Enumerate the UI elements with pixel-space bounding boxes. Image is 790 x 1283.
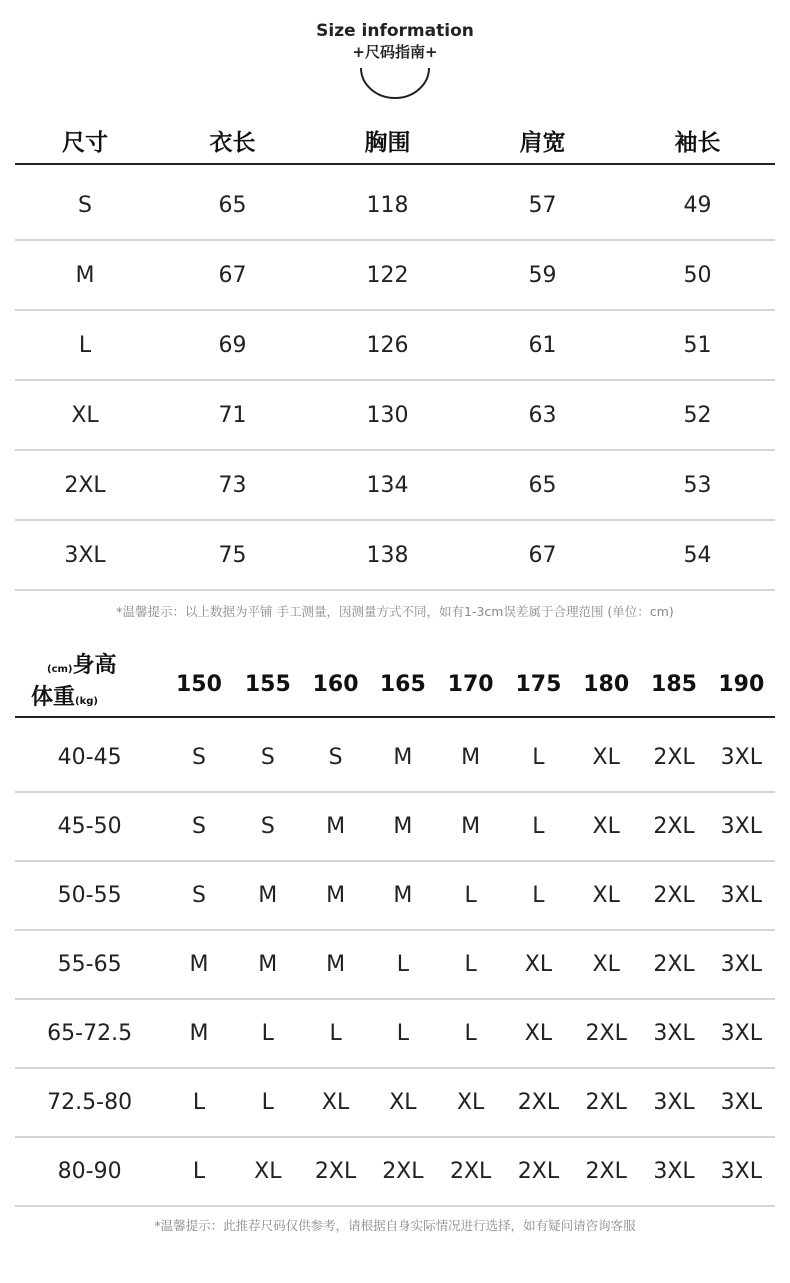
measurement-cell: 126 <box>310 310 465 380</box>
recommended-size-cell: XL <box>369 1068 436 1137</box>
measurement-cell: 57 <box>465 171 620 240</box>
size-chart-row <box>15 520 775 590</box>
size-chart-row <box>15 240 775 310</box>
arc-decoration-icon <box>355 62 435 102</box>
recommend-chart-note: *温馨提示：此推荐尺码仅供参考，请根据自身实际情况进行选择，如有疑问请咨询客服 <box>154 1218 636 1233</box>
measurement-cell: 59 <box>465 240 620 310</box>
size-label-cell: XL <box>15 380 155 450</box>
measurement-cell: 138 <box>310 520 465 590</box>
size-chart-row <box>15 171 775 240</box>
size-label-cell: M <box>15 240 155 310</box>
recommended-size-cell: 3XL <box>708 1068 775 1137</box>
recommended-size-cell: 2XL <box>572 999 640 1068</box>
height-155: 155 <box>234 652 302 717</box>
recommended-size-cell: 2XL <box>505 1137 572 1206</box>
recommended-size-cell: XL <box>436 1068 504 1137</box>
recommended-size-cell: XL <box>505 930 572 999</box>
measurement-cell: 65 <box>465 450 620 520</box>
height-175: 175 <box>505 652 572 717</box>
measurement-cell: 50 <box>620 240 775 310</box>
recommended-size-cell: 3XL <box>640 999 707 1068</box>
size-label-cell: 2XL <box>15 450 155 520</box>
measurement-cell: 122 <box>310 240 465 310</box>
measurement-cell: 134 <box>310 450 465 520</box>
recommended-size-cell: M <box>234 861 302 930</box>
recommended-size-cell: M <box>436 724 504 792</box>
size-chart-row <box>15 450 775 520</box>
height-185: 185 <box>640 652 707 717</box>
weight-range-cell: 45-50 <box>15 792 164 861</box>
height-150: 150 <box>164 652 233 717</box>
size-chart-header-row <box>15 118 775 164</box>
recommended-size-cell: 3XL <box>708 1137 775 1206</box>
recommended-size-cell: M <box>302 792 369 861</box>
size-label-cell: S <box>15 171 155 240</box>
recommended-size-cell: M <box>436 792 504 861</box>
title-english: Size information <box>316 21 474 41</box>
measurement-cell: 69 <box>155 310 310 380</box>
recommended-size-cell: S <box>164 724 233 792</box>
recommended-size-cell: 3XL <box>708 861 775 930</box>
recommend-header-row <box>15 652 775 717</box>
recommend-size-table <box>15 652 775 1207</box>
recommended-size-cell: L <box>505 724 572 792</box>
recommended-size-cell: 2XL <box>505 1068 572 1137</box>
recommended-size-cell: L <box>369 930 436 999</box>
weight-unit: (kg) <box>75 696 98 707</box>
measurement-cell: 54 <box>620 520 775 590</box>
recommended-size-cell: XL <box>505 999 572 1068</box>
height-190: 190 <box>708 652 775 717</box>
recommended-size-cell: M <box>234 930 302 999</box>
measurement-cell: 118 <box>310 171 465 240</box>
measurement-cell: 75 <box>155 520 310 590</box>
measurement-cell: 67 <box>465 520 620 590</box>
recommended-size-cell: L <box>369 999 436 1068</box>
height-label: 身高 <box>72 653 117 678</box>
recommended-size-cell: XL <box>572 724 640 792</box>
recommended-size-cell: 2XL <box>436 1137 504 1206</box>
weight-range-cell: 55-65 <box>15 930 164 999</box>
recommend-row <box>15 1137 775 1206</box>
measurement-cell: 65 <box>155 171 310 240</box>
recommended-size-cell: S <box>164 792 233 861</box>
measurement-cell: 51 <box>620 310 775 380</box>
recommended-size-cell: 2XL <box>302 1137 369 1206</box>
recommended-size-cell: M <box>369 724 436 792</box>
recommended-size-cell: XL <box>234 1137 302 1206</box>
recommended-size-cell: 2XL <box>640 861 707 930</box>
weight-range-cell: 65-72.5 <box>15 999 164 1068</box>
size-label-cell: 3XL <box>15 520 155 590</box>
recommend-row <box>15 861 775 930</box>
size-chart-row <box>15 310 775 380</box>
weight-range-cell: 40-45 <box>15 724 164 792</box>
recommended-size-cell: L <box>436 861 504 930</box>
recommended-size-cell: XL <box>572 930 640 999</box>
weight-label: 体重 <box>31 685 76 710</box>
recommended-size-cell: L <box>234 1068 302 1137</box>
header-sleeve: 袖长 <box>620 118 775 164</box>
recommended-size-cell: L <box>505 861 572 930</box>
measurement-cell: 53 <box>620 450 775 520</box>
recommend-row <box>15 930 775 999</box>
height-170: 170 <box>436 652 504 717</box>
recommended-size-cell: S <box>164 861 233 930</box>
recommend-row <box>15 1068 775 1137</box>
recommended-size-cell: S <box>234 724 302 792</box>
size-chart-table <box>15 118 775 591</box>
weight-range-cell: 72.5-80 <box>15 1068 164 1137</box>
measurement-cell: 63 <box>465 380 620 450</box>
height-unit: (cm) <box>47 664 73 675</box>
recommended-size-cell: L <box>302 999 369 1068</box>
size-chart-note: *温馨提示：以上数据为平铺 手工测量，因测量方式不同，如有1-3cm误差属于合理范围 (单位：cm) <box>116 604 674 619</box>
size-chart-row <box>15 380 775 450</box>
recommended-size-cell: 3XL <box>640 1068 707 1137</box>
recommended-size-cell: M <box>369 861 436 930</box>
corner-cell <box>15 652 164 717</box>
recommend-row <box>15 724 775 792</box>
recommended-size-cell: 2XL <box>572 1068 640 1137</box>
recommended-size-cell: L <box>436 999 504 1068</box>
recommended-size-cell: 2XL <box>572 1137 640 1206</box>
recommended-size-cell: 3XL <box>708 930 775 999</box>
height-180: 180 <box>572 652 640 717</box>
recommended-size-cell: 3XL <box>708 999 775 1068</box>
recommended-size-cell: M <box>302 861 369 930</box>
recommended-size-cell: 2XL <box>640 792 707 861</box>
header-chest: 胸围 <box>310 118 465 164</box>
recommended-size-cell: L <box>436 930 504 999</box>
header-size: 尺寸 <box>15 118 155 164</box>
measurement-cell: 71 <box>155 380 310 450</box>
recommended-size-cell: S <box>234 792 302 861</box>
recommended-size-cell: M <box>369 792 436 861</box>
page-header <box>0 20 790 102</box>
recommended-size-cell: XL <box>302 1068 369 1137</box>
recommended-size-cell: 3XL <box>708 792 775 861</box>
recommended-size-cell: L <box>164 1137 233 1206</box>
recommended-size-cell: S <box>302 724 369 792</box>
weight-range-cell: 80-90 <box>15 1137 164 1206</box>
recommended-size-cell: L <box>234 999 302 1068</box>
measurement-cell: 61 <box>465 310 620 380</box>
height-160: 160 <box>302 652 369 717</box>
measurement-cell: 49 <box>620 171 775 240</box>
size-label-cell: L <box>15 310 155 380</box>
measurement-cell: 130 <box>310 380 465 450</box>
header-length: 衣长 <box>155 118 310 164</box>
recommended-size-cell: 3XL <box>640 1137 707 1206</box>
header-shoulder: 肩宽 <box>465 118 620 164</box>
recommended-size-cell: XL <box>572 792 640 861</box>
recommended-size-cell: 2XL <box>640 724 707 792</box>
weight-range-cell: 50-55 <box>15 861 164 930</box>
recommended-size-cell: L <box>164 1068 233 1137</box>
measurement-cell: 67 <box>155 240 310 310</box>
measurement-cell: 52 <box>620 380 775 450</box>
recommended-size-cell: L <box>505 792 572 861</box>
recommend-row <box>15 999 775 1068</box>
recommend-row <box>15 792 775 861</box>
recommended-size-cell: 2XL <box>369 1137 436 1206</box>
height-165: 165 <box>369 652 436 717</box>
recommended-size-cell: M <box>302 930 369 999</box>
recommended-size-cell: M <box>164 999 233 1068</box>
recommended-size-cell: M <box>164 930 233 999</box>
title-chinese: +尺码指南+ <box>352 43 438 61</box>
recommended-size-cell: 2XL <box>640 930 707 999</box>
recommended-size-cell: 3XL <box>708 724 775 792</box>
measurement-cell: 73 <box>155 450 310 520</box>
recommended-size-cell: XL <box>572 861 640 930</box>
